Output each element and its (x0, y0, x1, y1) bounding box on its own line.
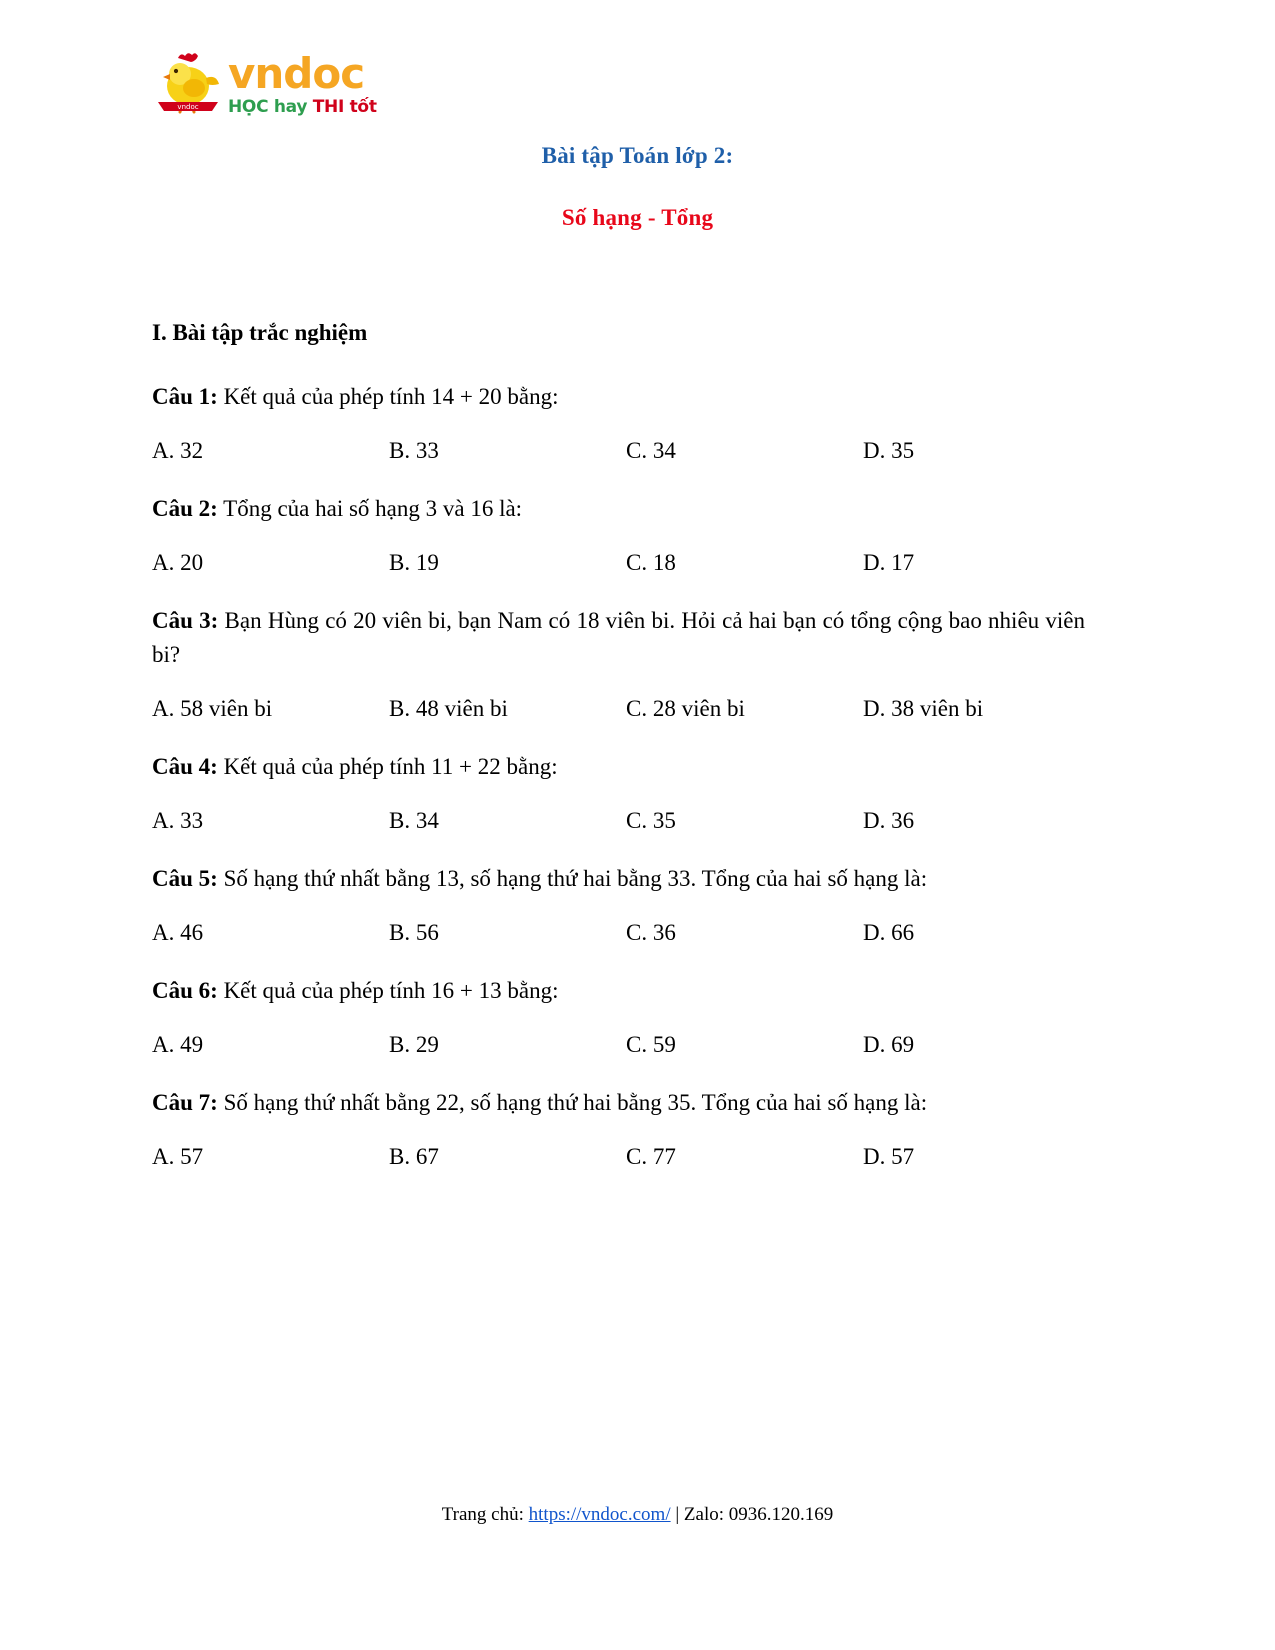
question-label: Câu 7: (152, 1090, 218, 1115)
question-body: Số hạng thứ nhất bằng 22, số hạng thứ hai bằng 35. Tổng của hai số hạng là: (217, 1090, 928, 1115)
footer-suffix: | Zalo: 0936.120.169 (670, 1504, 834, 1525)
option-c[interactable]: C. 36 (626, 920, 676, 945)
question-body: Kết quả của phép tính 11 + 22 bằng: (217, 754, 558, 779)
option-c[interactable]: C. 77 (626, 1144, 676, 1169)
svg-text:vndoc: vndoc (177, 103, 199, 111)
page-subtitle: Số hạng - Tổng (561, 205, 714, 230)
option-a[interactable]: A. 46 (152, 920, 204, 945)
question-text (152, 862, 1085, 896)
logo-tagline-hoc: HỌC hay (228, 97, 313, 117)
footer-website-link[interactable]: https://vndoc.com/ (528, 1504, 671, 1525)
question-body: Bạn Hùng có 20 viên bi, bạn Nam có 18 viên bi. Hỏi cả hai bạn có tổng cộng bao nhiêu viên bi? (152, 608, 1085, 667)
question-block (152, 492, 1085, 578)
option-b[interactable]: B. 19 (389, 550, 439, 575)
chicken-mascot-icon (152, 50, 224, 122)
question-text (152, 974, 1085, 1008)
question-body: Tổng của hai số hạng 3 và 16 là: (217, 496, 523, 521)
option-d[interactable]: D. 36 (863, 808, 915, 833)
option-c[interactable]: C. 35 (626, 808, 676, 833)
option-d[interactable]: D. 66 (863, 920, 915, 945)
option-b[interactable]: B. 33 (389, 438, 439, 463)
option-c[interactable]: C. 28 viên bi (626, 696, 745, 721)
options-row (152, 1142, 1085, 1172)
question-text (152, 380, 1085, 414)
options-row (152, 1030, 1085, 1060)
question-label: Câu 2: (152, 496, 218, 521)
question-block (152, 604, 1085, 724)
question-block (152, 380, 1085, 466)
question-text (152, 604, 1085, 672)
option-d[interactable]: D. 69 (863, 1032, 915, 1057)
section-heading: I. Bài tập trắc nghiệm (152, 320, 368, 345)
question-label: Câu 5: (152, 866, 218, 891)
logo-tagline-thi: THI (312, 97, 350, 117)
option-a[interactable]: A. 32 (152, 438, 204, 463)
option-d[interactable]: D. 38 viên bi (863, 696, 984, 721)
option-c[interactable]: C. 59 (626, 1032, 676, 1057)
question-label: Câu 6: (152, 978, 218, 1003)
page-title: Bài tập Toán lớp 2: (541, 143, 734, 168)
question-label: Câu 3: (152, 608, 219, 633)
options-row (152, 806, 1085, 836)
question-body: Kết quả của phép tính 16 + 13 bằng: (217, 978, 559, 1003)
option-d[interactable]: D. 57 (863, 1144, 915, 1169)
option-a[interactable]: A. 57 (152, 1144, 204, 1169)
footer-prefix: Trang chủ: (441, 1504, 529, 1525)
question-body: Kết quả của phép tính 14 + 20 bằng: (217, 384, 559, 409)
logo-wordmark: vndoc (228, 49, 365, 98)
question-block (152, 750, 1085, 836)
vndoc-logo[interactable] (152, 48, 452, 126)
option-b[interactable]: B. 29 (389, 1032, 439, 1057)
option-c[interactable]: C. 34 (626, 438, 676, 463)
options-row (152, 918, 1085, 948)
option-b[interactable]: B. 56 (389, 920, 439, 945)
logo-tagline-tot: tốt (349, 97, 377, 117)
options-row (152, 694, 1085, 724)
question-text (152, 750, 1085, 784)
options-row (152, 436, 1085, 466)
option-a[interactable]: A. 58 viên bi (152, 696, 273, 721)
option-d[interactable]: D. 35 (863, 438, 915, 463)
options-row (152, 548, 1085, 578)
option-b[interactable]: B. 48 viên bi (389, 696, 508, 721)
question-label: Câu 1: (152, 384, 218, 409)
question-text (152, 1086, 1085, 1120)
option-c[interactable]: C. 18 (626, 550, 676, 575)
question-body: Số hạng thứ nhất bằng 13, số hạng thứ hai bằng 33. Tổng của hai số hạng là: (217, 866, 928, 891)
question-text (152, 492, 1085, 526)
option-b[interactable]: B. 34 (389, 808, 439, 833)
option-b[interactable]: B. 67 (389, 1144, 439, 1169)
question-block (152, 974, 1085, 1060)
question-label: Câu 4: (152, 754, 218, 779)
option-d[interactable]: D. 17 (863, 550, 915, 575)
option-a[interactable]: A. 20 (152, 550, 204, 575)
page-footer (0, 1502, 1275, 1528)
option-a[interactable]: A. 49 (152, 1032, 204, 1057)
question-block (152, 862, 1085, 948)
option-a[interactable]: A. 33 (152, 808, 204, 833)
logo-text (228, 49, 448, 117)
document-body (152, 318, 1085, 1198)
question-block (152, 1086, 1085, 1172)
logo-tagline (228, 97, 448, 117)
